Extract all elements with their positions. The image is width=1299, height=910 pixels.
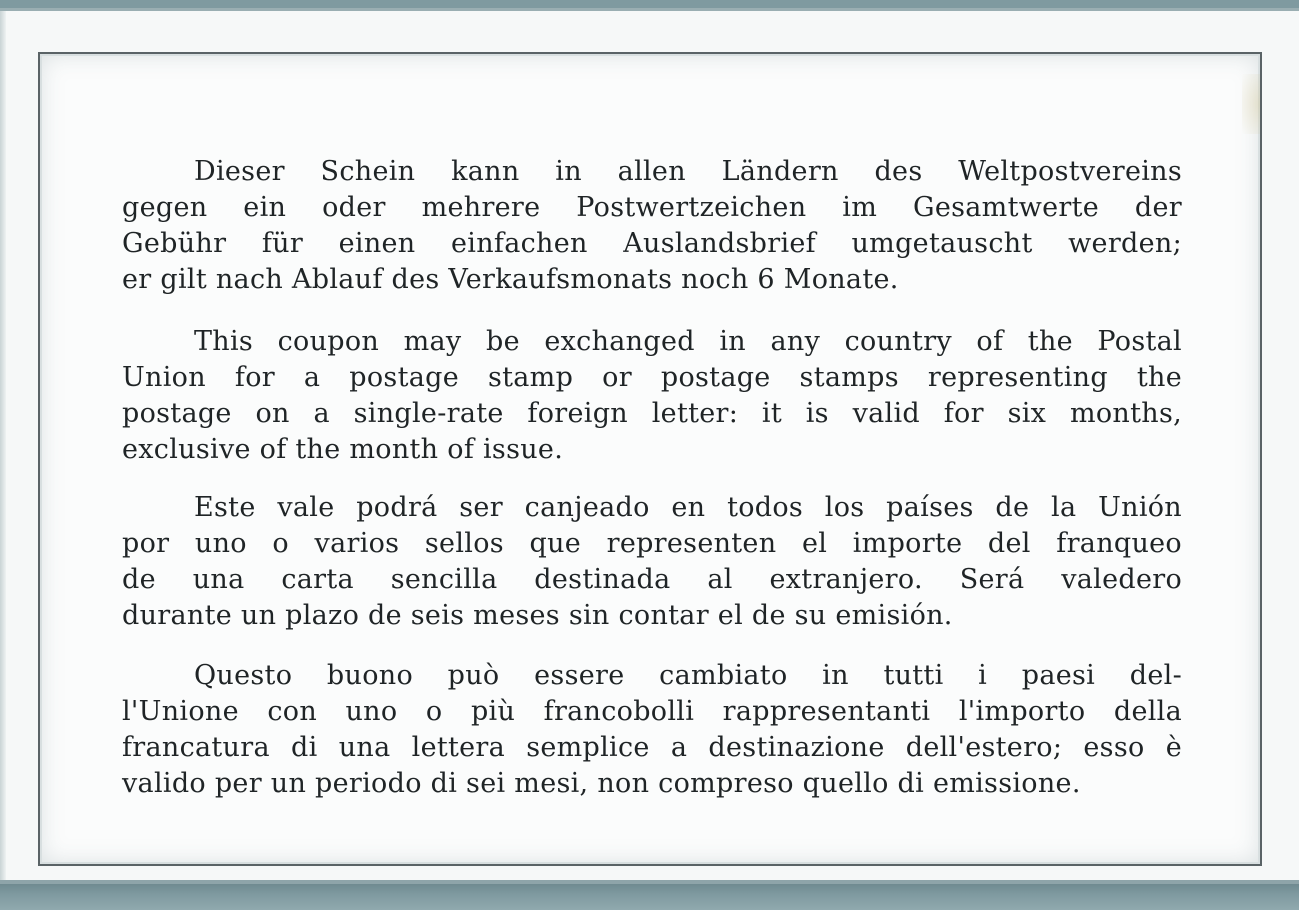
text-line: Dieser Schein kann in allen Ländern des Weltpostvereins <box>194 156 1182 187</box>
text-line: This coupon may be exchanged in any country of the Postal <box>194 326 1182 357</box>
text-line: Este vale podrá ser canjeado en todos los países de la Unión <box>194 492 1182 523</box>
text-line: exclusive of the month of issue. <box>122 434 564 465</box>
text-line: er gilt nach Ablauf des Verkaufsmonats noch 6 Monate. <box>122 264 899 295</box>
text-line: Questo buono può essere cambiato in tutti i paesi del- <box>194 660 1182 691</box>
paragraph-german <box>122 154 1182 298</box>
paragraph-english <box>122 324 1182 468</box>
text-line: valido per un periodo di sei mesi, non compreso quello di emissione. <box>122 768 1081 799</box>
bottom-border-strip <box>0 884 1299 910</box>
paragraph-italian <box>122 658 1182 802</box>
text-line: Union for a postage stamp or postage stamps representing the <box>122 362 1182 393</box>
text-line: francatura di una lettera semplice a destinazione dell'estero; esso è <box>122 732 1182 763</box>
paragraph-spanish <box>122 490 1182 634</box>
coupon-text-panel <box>38 52 1262 866</box>
text-line: gegen ein oder mehrere Postwertzeichen im Gesamtwerte der <box>122 192 1182 223</box>
text-line: de una carta sencilla destinada al extranjero. Será valedero <box>122 564 1182 595</box>
text-line: l'Unione con uno o più francobolli rappresentanti l'importo della <box>122 696 1182 727</box>
coupon-card <box>0 8 1299 884</box>
text-line: postage on a single-rate foreign letter: it is valid for six months, <box>122 398 1182 429</box>
text-line: Gebühr für einen einfachen Auslandsbrief umgetauscht werden; <box>122 228 1182 259</box>
text-line: por uno o varios sellos que representen el importe del franqueo <box>122 528 1182 559</box>
text-line: durante un plazo de seis meses sin contar el de su emisión. <box>122 600 953 631</box>
